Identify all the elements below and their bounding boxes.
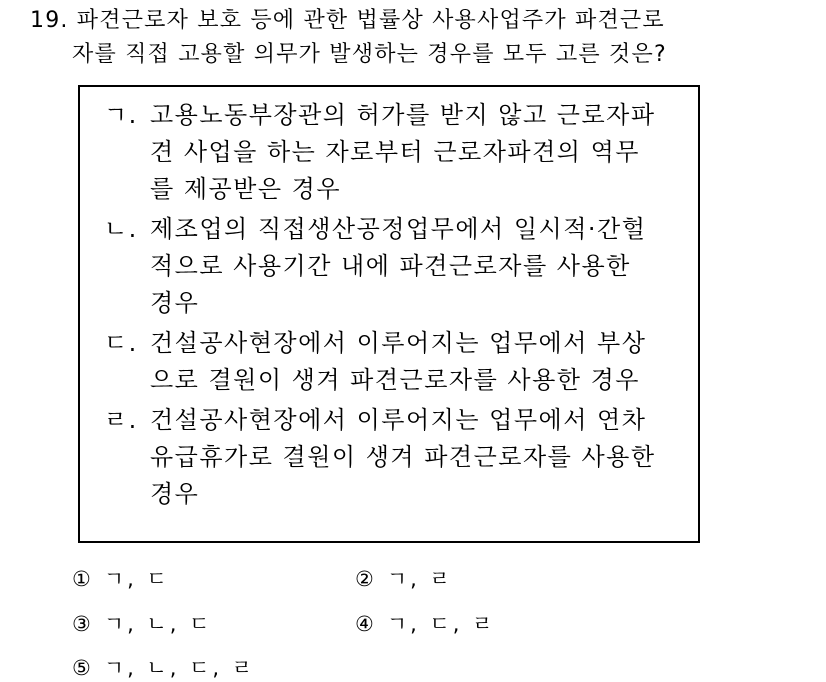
statement-line: 경우	[150, 289, 200, 317]
choice-5[interactable]	[72, 652, 255, 682]
question-line-1	[30, 4, 810, 38]
statement-item-nieun	[104, 211, 646, 322]
question-line-2: 자를 직접 고용할 의무가 발생하는 경우를 모두 고른 것은?	[72, 42, 667, 67]
choice-text: ㄱ, ㄹ	[386, 567, 453, 591]
statement-item-rieul	[104, 402, 656, 513]
statement-line: 제조업의 직접생산공정업무에서 일시적·간헐	[150, 215, 647, 243]
statement-marker: ㄱ.	[104, 101, 138, 129]
statement-line: 유급휴가로 결원이 생겨 파견근로자를 사용한	[150, 443, 656, 471]
statement-item-digeut	[104, 325, 646, 399]
statement-line: 으로 결원이 생겨 파견근로자를 사용한 경우	[150, 366, 640, 394]
statement-line: 적으로 사용기간 내에 파견근로자를 사용한	[150, 252, 631, 280]
statement-line: 건설공사현장에서 이루어지는 업무에서 연차	[150, 406, 647, 434]
statement-line: 견 사업을 하는 자로부터 근로자파견의 역무	[150, 138, 640, 166]
statement-line: 고용노동부장관의 허가를 받지 않고 근로자파	[150, 101, 656, 129]
question-text-1: 파견근로자 보호 등에 관한 법률상 사용사업주가 파견근로	[76, 8, 665, 33]
statement-line: 경우	[150, 480, 200, 508]
choice-2[interactable]	[355, 563, 453, 593]
statement-box	[78, 85, 700, 543]
choice-1[interactable]	[72, 563, 170, 593]
statement-marker: ㄷ.	[104, 329, 138, 357]
statement-line: 건설공사현장에서 이루어지는 업무에서 부상	[150, 329, 647, 357]
choice-number: ③	[72, 612, 94, 636]
statement-item-giyeok	[104, 97, 656, 208]
choice-number: ⑤	[72, 656, 94, 680]
choice-3[interactable]	[72, 608, 212, 638]
question-stem	[30, 4, 810, 72]
choice-number: ②	[355, 567, 377, 591]
choice-text: ㄱ, ㄴ, ㄷ	[103, 612, 213, 636]
statement-marker: ㄹ.	[104, 406, 138, 434]
choice-number: ①	[72, 567, 94, 591]
choice-text: ㄱ, ㄴ, ㄷ, ㄹ	[103, 656, 256, 680]
statement-line: 를 제공받은 경우	[150, 175, 342, 203]
question-number: 19.	[30, 8, 69, 33]
statement-marker: ㄴ.	[104, 215, 138, 243]
choice-text: ㄱ, ㄷ	[103, 567, 170, 591]
choice-4[interactable]	[355, 608, 495, 638]
choice-text: ㄱ, ㄷ, ㄹ	[386, 612, 496, 636]
choice-number: ④	[355, 612, 377, 636]
